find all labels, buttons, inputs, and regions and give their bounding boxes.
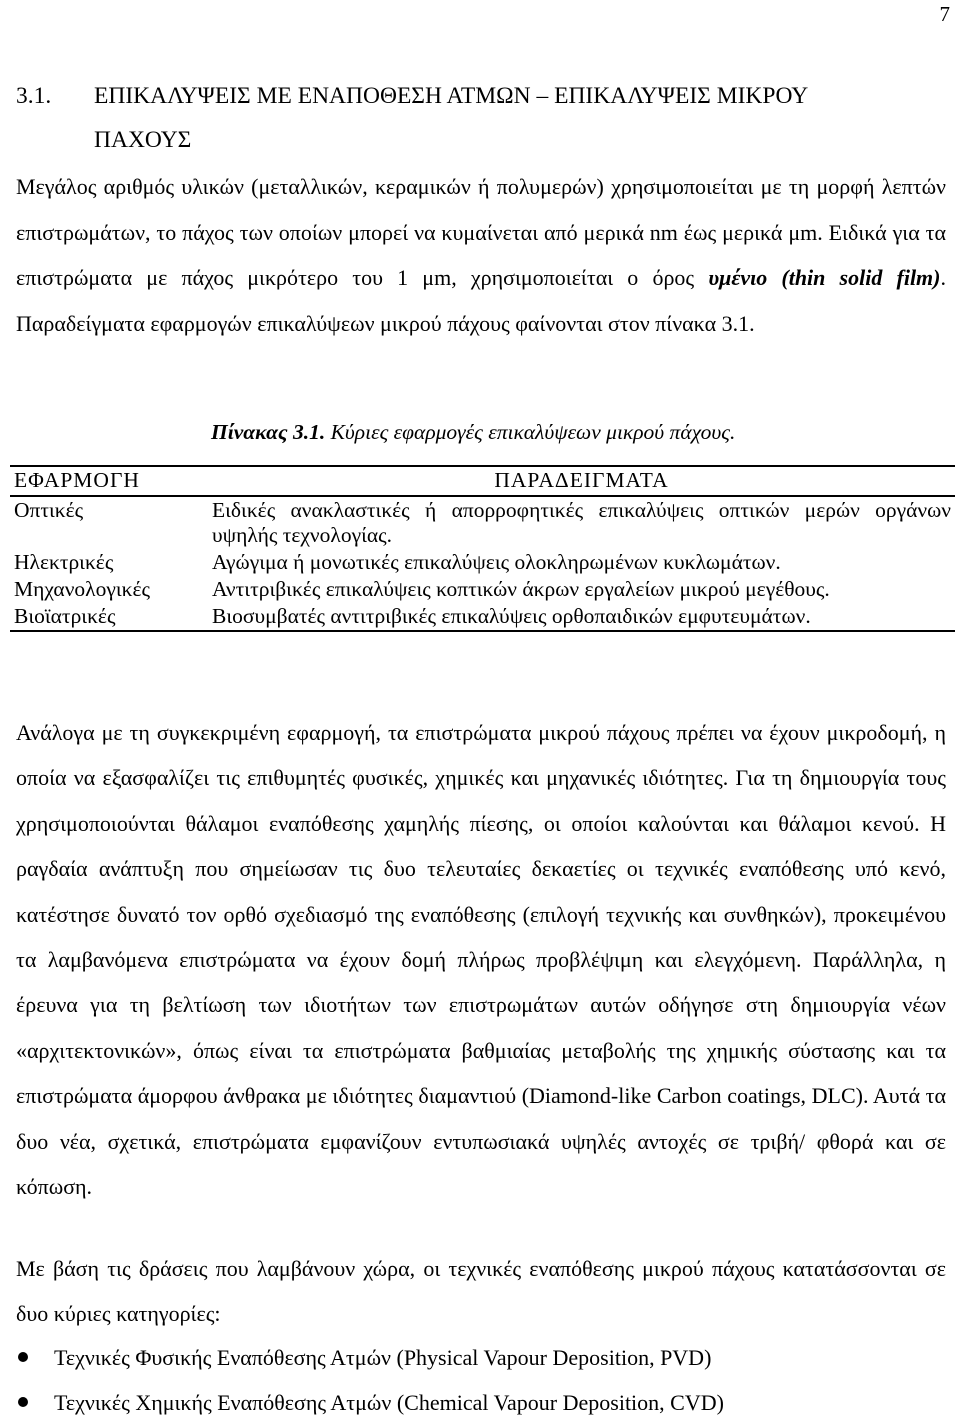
list-item xyxy=(16,1380,946,1425)
bullet-icon xyxy=(18,1352,28,1362)
section-title-line1: ΕΠΙΚΑΛΥΨΕΙΣ ΜΕ ΕΝΑΠΟΘΕΣΗ ΑΤΜΩΝ – ΕΠΙΚΑΛΥΨΕΙΣ ΜΙΚΡΟΥ xyxy=(94,83,809,109)
body-paragraph: Ανάλογα με τη συγκεκριμένη εφαρμογή, τα επιστρώματα μικρού πάχους πρέπει να έχουν μικροδομή, η οποία να εξασφαλίζει τις επιθυμητές φυσικές, χημικές και μηχανικές ιδιότητες. Για τη δημιουργία τους χρησιμοποιούνται θάλαμοι εναπόθεσης χαμηλής πίεσης, οι οποίοι καλούνται και θάλαμοι κενού. Η ραγδαία ανάπτυξη που σημείωσαν τις δυο τελευταίες δεκαετίες οι τεχνικές εναπόθεσης υπό κενό, κατέστησε δυνατό τον ορθό σχεδιασμό της εναπόθεσης (επιλογή τεχνικής και συνθηκών), προκειμένου τα λαμβανόμενα επιστρώματα να έχουν δομή πλήρως προβλέψιμη και ελεγχόμενη. Παράλληλα, η έρευνα για τη βελτίωση των ιδιοτήτων των επιστρωμάτων αυτών οδήγησε στη δημιουργία νέων «αρχιτεκτονικών», όπως είναι τα επιστρώματα βαθμιαίας μεταβολής της χημικής σύστασης και τα επιστρώματα άμορφου άνθρακα με ιδιότητες διαμαντιού (Diamond-like Carbon coatings, DLC). Αυτά τα δυο νέα, σχετικά, επιστρώματα εμφανίζουν εντυπωσιακά υψηλές αντοχές σε τριβή/ φθορά και σε κόπωση. xyxy=(16,720,946,1200)
bullet-icon xyxy=(18,1397,28,1407)
example-cell: Αντιτριβικές επικαλύψεις κοπτικών άκρων εργαλείων μικρού μεγέθους. xyxy=(212,577,830,601)
body-paragraph-categories: Με βάση τις δράσεις που λαμβάνουν χώρα, οι τεχνικές εναπόθεσης μικρού πάχους κατατάσσονται σε δυο κύριες κατηγορίες: xyxy=(16,1256,946,1326)
application-cell: Ηλεκτρικές xyxy=(14,550,114,574)
table-row xyxy=(10,496,955,549)
section-heading xyxy=(16,74,946,162)
table-caption-label: Πίνακας 3.1. xyxy=(211,420,326,444)
page-number: 7 xyxy=(939,2,950,26)
header-examples: ΠΑΡΑΔΕΙΓΜΑΤΑ xyxy=(494,468,669,492)
application-cell: Βιοϊατρικές xyxy=(14,604,116,628)
technique-list xyxy=(16,1335,946,1425)
intro-term: υμένιο (thin solid film) xyxy=(708,265,941,290)
table-caption xyxy=(211,420,735,445)
section-number: 3.1. xyxy=(16,83,52,109)
example-cell: Αγώγιμα ή μονωτικές επικαλύψεις ολοκληρωμένων κυκλωμάτων. xyxy=(212,550,781,574)
table-row xyxy=(10,549,955,576)
list-item-text: Τεχνικές Φυσικής Εναπόθεσης Ατμών (Physical Vapour Deposition, PVD) xyxy=(54,1345,712,1370)
intro-text-before: Μεγάλος αριθμός υλικών (μεταλλικών, κεραμικών ή πολυμερών) χρησιμοποιείται με τη μορφή λεπτών επιστρωμάτων, το πάχος των οποίων μπορεί να κυμαίνεται από μερικά nm έως μερικά μm. Ειδικά για τα επιστρώματα με πάχος μικρότερο του 1 μm, χρησιμοποιείται ο όρος xyxy=(16,174,946,290)
intro-paragraph xyxy=(16,164,946,346)
header-application: ΕΦΑΡΜΟΓΗ xyxy=(14,468,140,492)
application-cell: Οπτικές xyxy=(14,498,84,522)
example-cell: Βιοσυμβατές αντιτριβικές επικαλύψεις ορθοπαιδικών εμφυτευμάτων. xyxy=(212,604,811,628)
application-cell: Μηχανολογικές xyxy=(14,577,151,601)
table-header-row xyxy=(10,466,955,496)
applications-table xyxy=(10,465,955,632)
table-caption-text: Κύριες εφαρμογές επικαλύψεων μικρού πάχους. xyxy=(325,420,736,444)
list-item xyxy=(16,1335,946,1380)
example-cell: Ειδικές ανακλαστικές ή απορροφητικές επικαλύψεις οπτικών μερών οργάνων υψηλής τεχνολογίας. xyxy=(212,498,951,547)
table-row xyxy=(10,603,955,631)
list-item-text: Τεχνικές Χημικής Εναπόθεσης Ατμών (Chemical Vapour Deposition, CVD) xyxy=(54,1390,724,1415)
section-title-line2: ΠΑΧΟΥΣ xyxy=(94,127,192,153)
intro-text-after: . Παραδείγματα εφαρμογών επικαλύψεων μικρού πάχους φαίνονται στον πίνακα 3.1. xyxy=(16,265,946,336)
table-row xyxy=(10,576,955,603)
